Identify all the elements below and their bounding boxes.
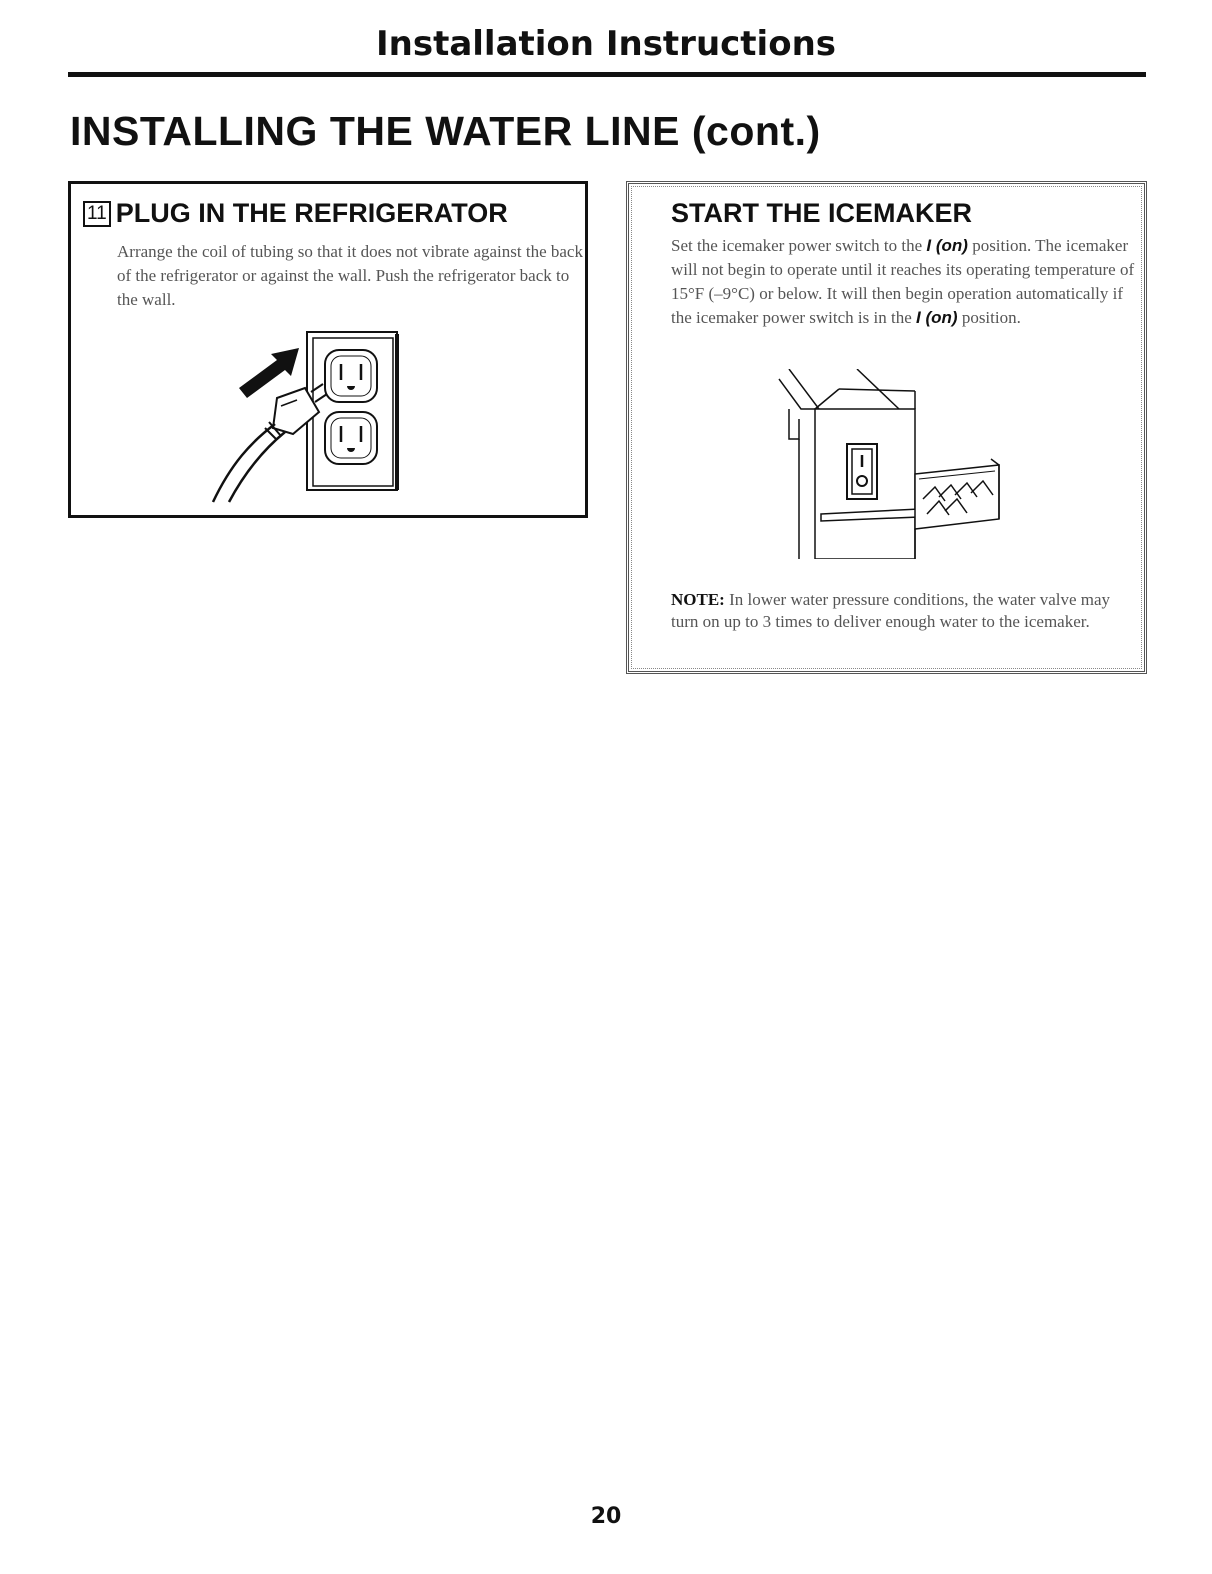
header-rule — [68, 72, 1146, 77]
page-header: Installation Instructions — [375, 24, 837, 64]
plug-outlet-icon — [181, 324, 481, 504]
icemaker-body-part-2: position. The icemaker will not begin to operate until it reaches its operating temperature of 15°F (–9°C) or below. It will then begin operation automatically if the icemaker power switch is in the — [671, 236, 1135, 327]
step-number-badge: 11 — [83, 201, 111, 227]
icemaker-step-body — [671, 234, 1141, 330]
plug-step-title: PLUG IN THE REFRIGERATOR — [115, 198, 508, 228]
icemaker-switch-icon — [759, 369, 1019, 559]
on-position-label: I (on) — [926, 236, 968, 255]
icemaker-body-part-1: Set the icemaker power switch to the — [671, 236, 927, 255]
note-label: NOTE: — [671, 590, 725, 609]
page-number: 20 — [590, 1504, 622, 1529]
on-position-label-2: I (on) — [916, 308, 958, 327]
plug-in-step-box — [68, 181, 588, 518]
section-title: INSTALLING THE WATER LINE (cont.) — [70, 108, 821, 154]
start-icemaker-box — [626, 181, 1147, 674]
icemaker-note — [671, 589, 1131, 633]
note-text: In lower water pressure conditions, the water valve may turn on up to 3 times to deliver enough water to the icemaker. — [671, 590, 1111, 631]
icemaker-step-title: START THE ICEMAKER — [671, 198, 972, 228]
plug-step-body: Arrange the coil of tubing so that it does not vibrate against the back of the refrigerator or against the wall. Push the refrigerator back to the wall. — [117, 242, 583, 309]
icemaker-body-part-3: position. — [957, 308, 1021, 327]
plug-step-heading — [83, 198, 508, 229]
